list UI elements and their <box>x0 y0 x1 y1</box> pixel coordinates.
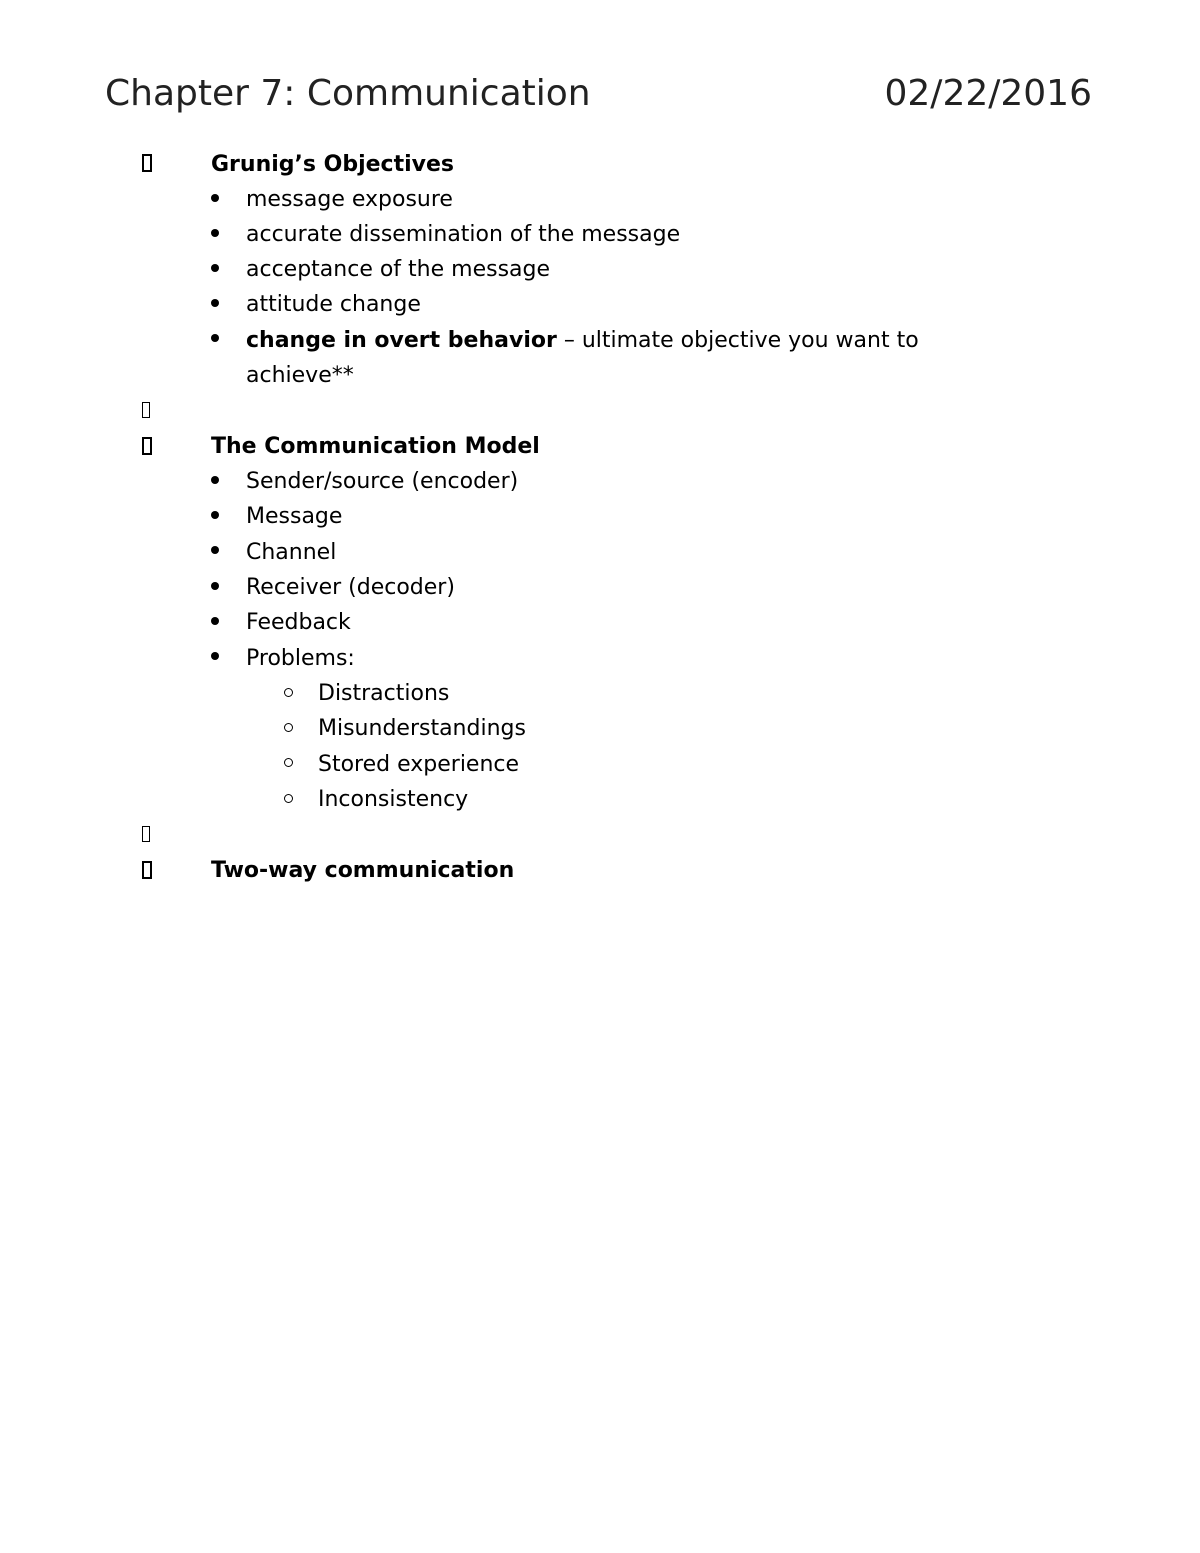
list-item: Problems: <box>246 646 355 671</box>
emphasis-rest: – ultimate objective you want to <box>556 328 919 353</box>
page-date: 02/22/2016 <box>884 73 1092 114</box>
list-item: Sender/source (encoder) <box>246 469 519 494</box>
list-item: Message <box>246 504 343 529</box>
bullet-icon <box>211 511 219 519</box>
sub-bullet-icon <box>284 723 293 732</box>
section-heading-two-way: Two-way communication <box>211 858 515 883</box>
section-marker-icon <box>142 154 152 172</box>
bullet-icon <box>211 299 219 307</box>
sub-list-item: Stored experience <box>318 752 520 777</box>
section-heading-model: The Communication Model <box>211 434 540 459</box>
sub-list-item: Misunderstandings <box>318 716 526 741</box>
section-marker-icon <box>142 437 152 455</box>
list-item: attitude change <box>246 292 421 317</box>
list-item-emphasis <box>246 323 919 358</box>
sub-bullet-icon <box>284 688 293 697</box>
list-item: message exposure <box>246 187 453 212</box>
bullet-icon <box>211 617 219 625</box>
bullet-icon <box>211 194 219 202</box>
bullet-icon <box>211 582 219 590</box>
bullet-icon <box>211 229 219 237</box>
list-item: Feedback <box>246 610 351 635</box>
list-item: accurate dissemination of the message <box>246 222 681 247</box>
section-heading-grunig: Grunig’s Objectives <box>211 152 454 177</box>
sub-bullet-icon <box>284 794 293 803</box>
emphasis-text: change in overt behavior <box>246 328 557 353</box>
list-item: Receiver (decoder) <box>246 575 455 600</box>
bullet-icon <box>211 264 219 272</box>
sub-list-item: Inconsistency <box>318 787 469 812</box>
bullet-icon <box>211 652 219 660</box>
list-item-continuation: achieve** <box>246 363 354 388</box>
page-title: Chapter 7: Communication <box>105 73 591 114</box>
section-marker-icon <box>142 861 152 879</box>
sub-list-item: Distractions <box>318 681 450 706</box>
bullet-icon <box>211 546 219 554</box>
empty-marker-icon <box>142 402 150 418</box>
bullet-icon <box>211 334 219 342</box>
bullet-icon <box>211 476 219 484</box>
list-item: Channel <box>246 540 337 565</box>
list-item: acceptance of the message <box>246 257 551 282</box>
empty-marker-icon <box>142 826 150 842</box>
sub-bullet-icon <box>284 758 293 767</box>
